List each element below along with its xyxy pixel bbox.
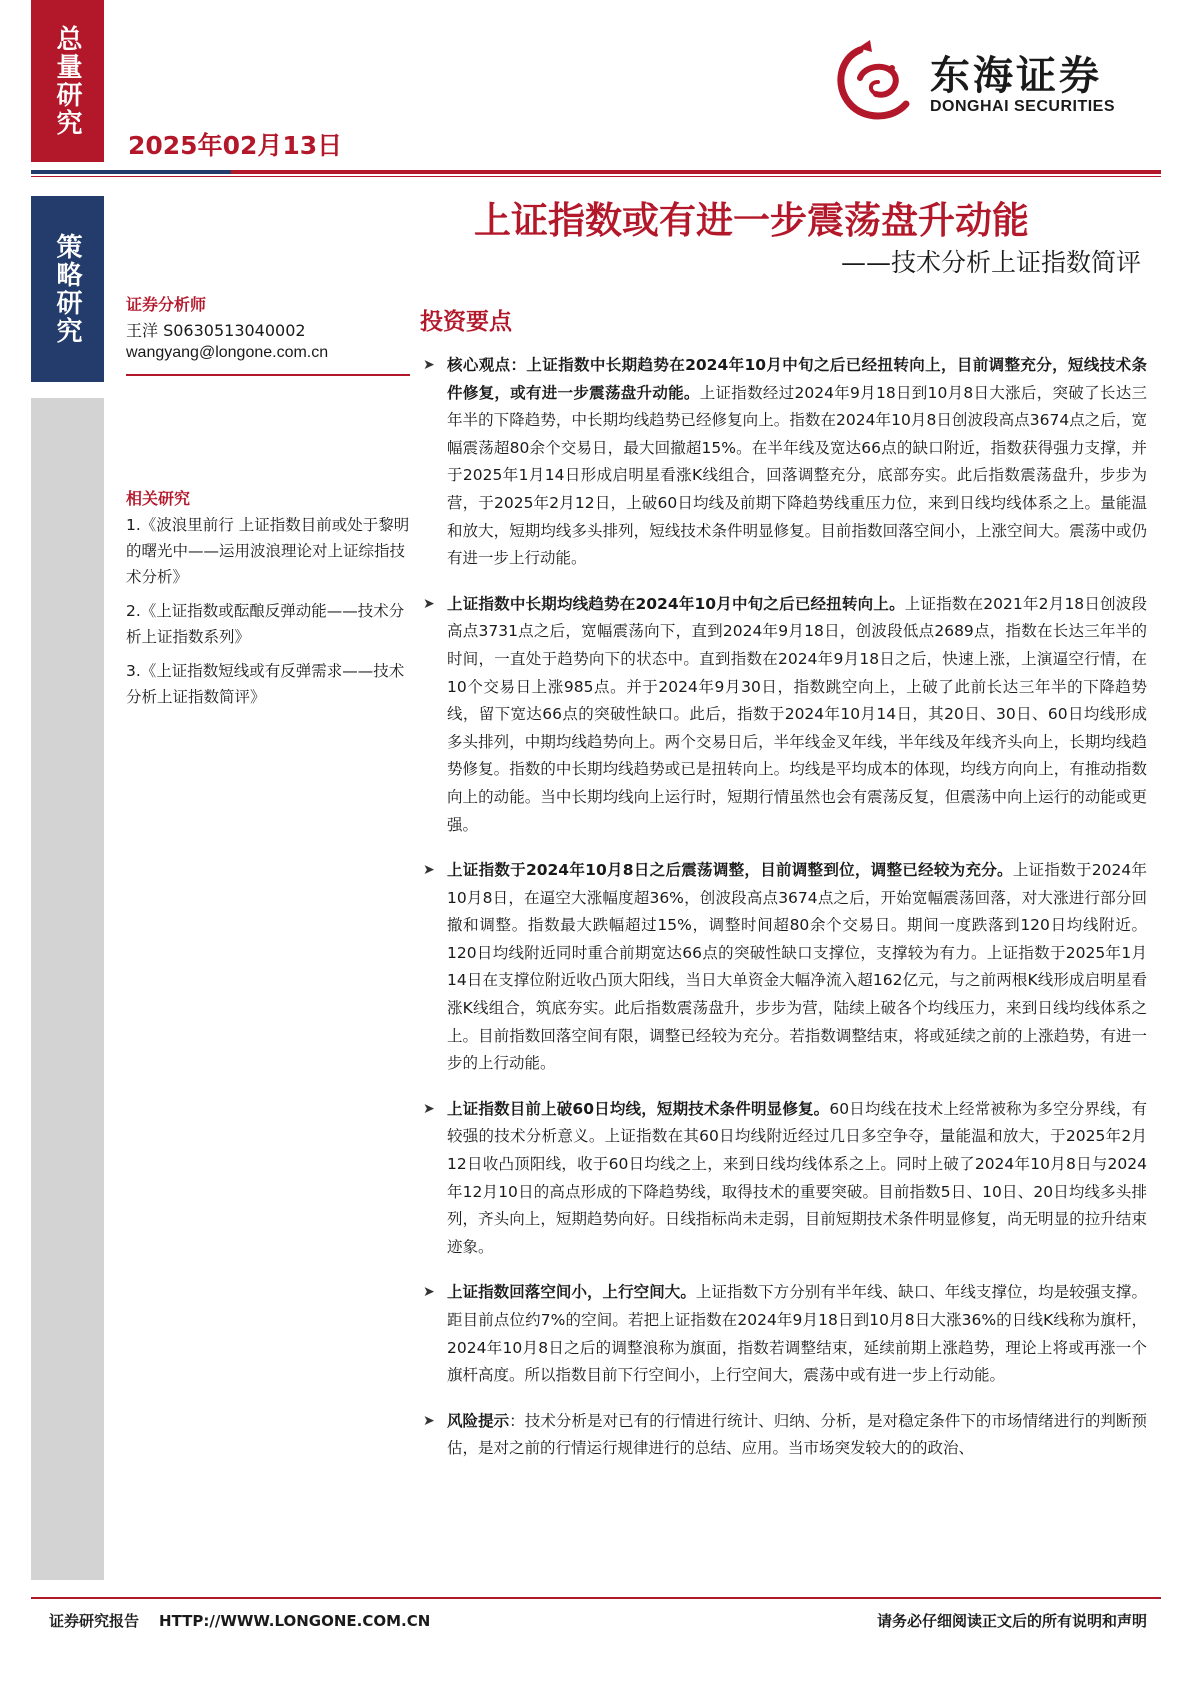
related-research-item[interactable]: 2.《上证指数或酝酿反弹动能——技术分析上证指数系列》 bbox=[126, 602, 405, 646]
bullet-lead: 核心观点：上证指数中长期趋势在2024年10月中旬之后已经扭转向上，目前调整充分，短线技术条件修复，或有进一步震荡盘升动能。 bbox=[447, 356, 1147, 402]
footer-left bbox=[49, 1610, 450, 1631]
arrow-bullet-icon: ➤ bbox=[423, 1100, 435, 1117]
category-tab-macro bbox=[31, 0, 104, 162]
footer-divider bbox=[31, 1597, 1161, 1599]
category-tab-strategy bbox=[31, 196, 104, 382]
analyst-email[interactable]: wangyang@longone.com.cn bbox=[126, 344, 329, 361]
analyst-name: 王洋 S0630513040002 bbox=[126, 321, 306, 340]
header-divider bbox=[31, 170, 1161, 174]
arrow-bullet-icon: ➤ bbox=[423, 357, 435, 373]
logo-chinese-name: 东海证券 bbox=[930, 52, 1102, 99]
related-research-list bbox=[126, 512, 418, 718]
category-tab-macro-label: 总量研究 bbox=[52, 25, 82, 137]
footer-report-label: 证券研究报告 bbox=[49, 1612, 140, 1630]
company-logo bbox=[830, 38, 1160, 128]
arrow-bullet-icon: ➤ bbox=[423, 1412, 435, 1429]
analyst-heading: 证券分析师 bbox=[126, 295, 207, 314]
sidebar-divider bbox=[126, 374, 410, 376]
risk-warning bbox=[420, 1408, 1147, 1463]
investment-highlights-heading: 投资要点 bbox=[420, 309, 512, 335]
bullet-point bbox=[420, 352, 1147, 573]
category-tab-strategy-label: 策略研究 bbox=[52, 233, 82, 345]
bullet-point bbox=[420, 1096, 1147, 1262]
bullet-point bbox=[420, 1279, 1147, 1389]
bullet-lead: 上证指数目前上破60日均线，短期技术条件明显修复。 bbox=[447, 1099, 830, 1118]
investment-highlights-body bbox=[420, 352, 1147, 1481]
bullet-text: 上证指数于2024年10月8日，在逼空大涨幅度超36%，创波段高点3674点之后，开始宽幅震荡回落，对大涨进行部分回撤和调整。指数最大跌幅超过15%，调整时间超80余个交易日。期间一度跌落到120日均线附近。120日均线附近同时重合前期宽达66点的突破性缺口支撑位，支撑较为有力。上证指数于2025年1月14日在支撑位附近收凸顶大阳线，当日大单资金大幅净流入超162亿元，与之前两根K线形成启明星看涨K线组合，筑底夯实。此后指数震荡盘升，步步为营，陆续上破各个均线压力，来到日线均线体系之上。目前指数回落空间有限，调整已经较为充分。若指数调整结束，将或延续之前的上涨趋势，有进一步的上行动能。 bbox=[447, 861, 1147, 1073]
bullet-lead: 上证指数于2024年10月8日之后震荡调整，目前调整到位，调整已经较为充分。 bbox=[447, 861, 1013, 880]
related-research-heading: 相关研究 bbox=[126, 489, 191, 508]
bullet-text: 60日均线在技术上经常被称为多空分界线，有较强的技术分析意义。上证指数在其60日均线附近经过几日多空争夺，量能温和放大，于2025年2月12日收凸顶阳线，收于60日均线之上，来到日线均线体系之上。同时上破了2024年10月8日与2024年12月10日的高点形成的下降趋势线，取得技术的重要突破。目前指数5日、10日、20日均线多头排列，齐头向上，短期趋势向好。日线指标尚未走弱，目前短期技术条件明显修复，尚无明显的拉升结束迹象。 bbox=[447, 1099, 1147, 1256]
sidebar-gray-band bbox=[31, 398, 104, 1580]
bullet-text: 上证指数在2021年2月18日创波段高点3731点之后，宽幅震荡向下，直到2024年9月18日，创波段低点2689点，指数在长达三年半的时间，一直处于趋势向下的状态中。直到指数在2024年9月18日之后，快速上涨，上演逼空行情，在10个交易日上涨985点。并于2024年9月30日，指数跳空向上，上破了此前长达三年半的下降趋势线，留下宽达66点的突破性缺口。此后，指数于2024年10月14日，其20日、30日、60日均线形成多头排列，中期均线趋势向上。两个交易日后，半年线金叉年线，半年线及年线齐头向上，长期均线趋势修复。指数的中长期均线趋势或已是扭转向上。均线是平均成本的体现，均线方向向上，有推动指数向上的动能。当中长期均线向上运行时，短期行情虽然也会有震荡反复，但震荡中向上运行的动能或更强。 bbox=[447, 594, 1147, 834]
arrow-bullet-icon: ➤ bbox=[423, 862, 435, 879]
bullet-point bbox=[420, 857, 1147, 1078]
bullet-text: 上证指数下方分别有半年线、缺口、年线支撑位，均是较强支撑。距目前点位约7%的空间。若把上证指数在2024年9月18日到10月8日大涨36%的日线K线称为旗杆，2024年10月8日之后的调整浪称为旗面，指数若调整结束，延续前期上涨趋势，理论上将或再涨一个旗杆高度。所以指数目前下行空间小，上行空间大，震荡中或有进一步上行动能。 bbox=[447, 1283, 1147, 1385]
related-research-item[interactable]: 1.《波浪里前行 上证指数目前或处于黎明的曙光中——运用波浪理论对上证综指技术分析》 bbox=[126, 516, 410, 586]
footer-notice: 请务必仔细阅读正文后的所有说明和声明 bbox=[876, 1612, 1147, 1630]
bullet-point bbox=[420, 591, 1147, 839]
report-date: 2025年02月13日 bbox=[128, 131, 343, 160]
footer-url-link[interactable]: HTTP://WWW.LONGONE.COM.CN bbox=[159, 1612, 431, 1630]
logo-english-name: DONGHAI SECURITIES bbox=[930, 98, 1116, 115]
arrow-bullet-icon: ➤ bbox=[423, 1284, 435, 1301]
report-title: 上证指数或有进一步震荡盘升动能 bbox=[474, 199, 1029, 242]
related-research-item[interactable]: 3.《上证指数短线或有反弹需求——技术分析上证指数简评》 bbox=[126, 662, 405, 706]
risk-warning-text: ：技术分析是对已有的行情进行统计、归纳、分析，是对稳定条件下的市场情绪进行的判断预估，是对之前的行情运行规律进行的总结、应用。当市场突发较大的的政治、 bbox=[447, 1411, 1147, 1458]
arrow-bullet-icon: ➤ bbox=[423, 595, 435, 612]
bullet-text: 上证指数经过2024年9月18日到10月8日大涨后，突破了长达三年半的下降趋势，中长期均线趋势已经修复向上。指数在2024年10月8日创波段高点3674点之后，宽幅震荡超80余个交易日，最大回撤超15%。在半年线及宽达66点的缺口附近，指数获得强力支撑，并于2025年1月14日形成启明星看涨K线组合，回落调整充分，底部夯实。此后指数震荡盘升，步步为营，于2025年2月12日，上破60日均线及前期下降趋势线重压力位，来到日线均线体系之上。量能温和放大，短期均线多头排列，短线技术条件明显修复。目前指数回落空间小，上涨空间大。震荡中或仍有进一步上行动能。 bbox=[447, 383, 1147, 568]
dragon-logo-icon bbox=[830, 38, 922, 126]
bullet-lead: 上证指数回落空间小，上行空间大。 bbox=[447, 1283, 696, 1302]
report-subtitle: ——技术分析上证指数简评 bbox=[840, 248, 1141, 277]
bullet-lead: 上证指数中长期均线趋势在2024年10月中旬之后已经扭转向上。 bbox=[447, 594, 905, 613]
risk-warning-lead: 风险提示 bbox=[447, 1411, 510, 1430]
header-divider-thin bbox=[31, 176, 1161, 177]
